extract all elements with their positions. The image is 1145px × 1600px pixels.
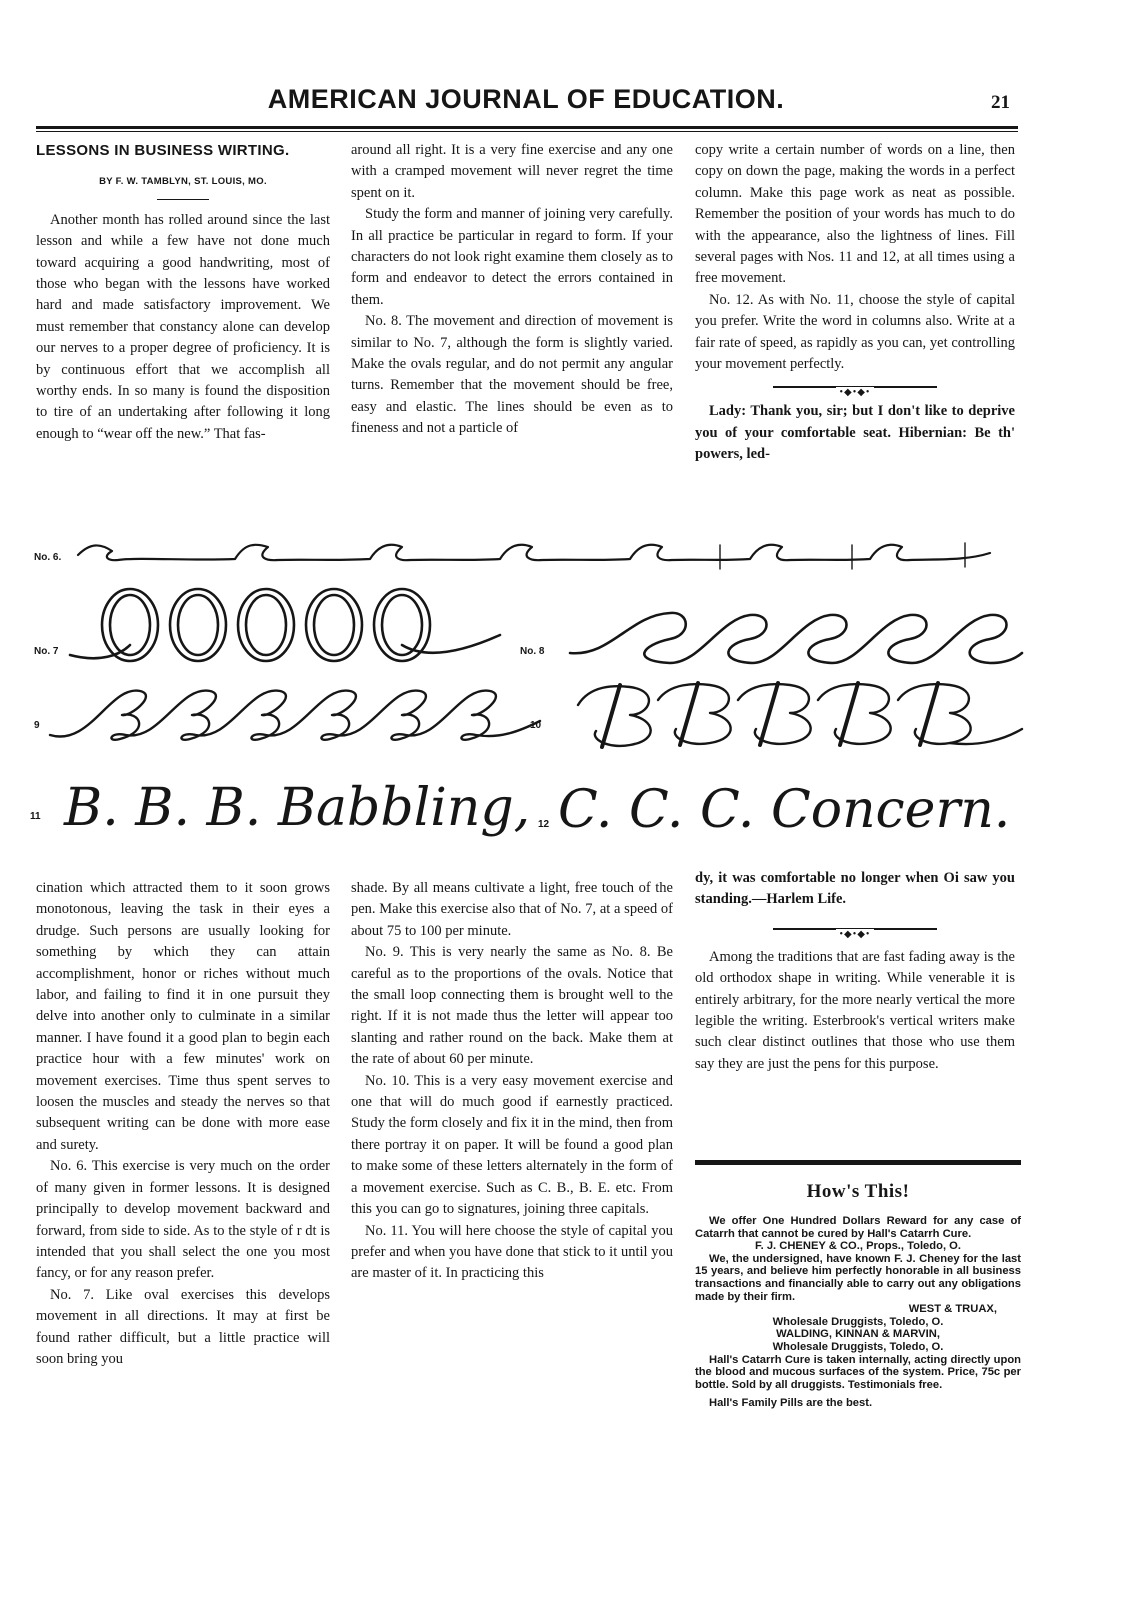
plate-label-11: 11 [30, 811, 41, 822]
paragraph: No. 7. Like oval exercises this develops movement in all directions. It may at first be found rather difficult, but a little practice will soon bring you [36, 1286, 330, 1367]
plate-label-8: No. 8 [520, 646, 545, 657]
plate-label-7: No. 7 [34, 646, 59, 657]
paragraph: No. 11. You will here choose the style of capital you prefer and when you have done that stick to it until you are master of it. In practicing this [351, 1222, 673, 1282]
ad-paragraph: We offer One Hundred Dollars Reward for any case of Catarrh that cannot be cured by Hall's Catarrh Cure. [695, 1215, 1021, 1240]
penmanship-drawing [30, 535, 1030, 865]
ad-signer: Wholesale Druggists, Toledo, O. [772, 1315, 944, 1328]
article-heading: LESSONS IN BUSINESS WIRTING. [36, 142, 290, 159]
ornament-divider: •◆•◆• [695, 381, 1015, 393]
journal-title: AMERICAN JOURNAL OF EDUCATION. [267, 84, 785, 114]
penmanship-plates [30, 535, 1030, 865]
paragraph: Another month has rolled around since the last lesson and while a few have not done much toward acquiring a good handwriting, most of those who began with the lessons have worked hard and made satisfactory improvement. We must remember that constancy alone can develop our nerves to a proper degree of proficiency. It is by continuous effort that we accomplish all worthy ends. In so many is found the disposition to tire of an undertaking after following it long enough to “wear off the new.” That fas- [36, 211, 330, 442]
joke-paragraph: Lady: Thank you, sir; but I don't like to deprive you of your comfortable seat. Hibernian: Be th' powers, led- [695, 403, 1015, 463]
ad-body [695, 1215, 1021, 1410]
paragraph: copy write a certain number of words on a line, then copy on down the page, making the words in a perfect column. Make this page work as neat as possible. Remember the position of your words has much to do with the appearance, also the lightness of lines. Fill several pages with Nos. 11 and 12, at all times using a free movement. [695, 142, 1015, 287]
esterbrook-paragraph: Among the traditions that are fast fading away is the old orthodox shape in writing. While venerable it is entirely arbitrary, for the more nearly vertical the more legible the writing. Esterbrook's vertical writers make such clear distinct outlines that those who use them say they are just the pens for this purpose. [695, 948, 1015, 1072]
plate-label-9: 9 [34, 720, 40, 731]
paragraph: No. 6. This exercise is very much on the order of many given in former lessons. It is designed principally to develop movement backward and forward, from side to side. As to the style of r dt is intended that you shall select the one you most fancy, or for any reason prefer. [36, 1158, 330, 1282]
bottom-column-1 [36, 878, 330, 1370]
ad-rule [695, 1160, 1021, 1165]
exercise-7-ovals [70, 589, 500, 661]
exercise-8-ovals [570, 613, 1022, 663]
paragraph: around all right. It is a very fine exercise and any one with a cramped movement will never regret the time spent on it. [351, 142, 673, 201]
ad-paragraph: Hall's Catarrh Cure is taken internally, acting directly upon the blood and mucous surfaces of the system. Price, 75c per bottle. Sold by all druggists. Testimonials free. [695, 1353, 1021, 1391]
ad-title: How's This! [806, 1181, 910, 1202]
masthead [36, 84, 1016, 124]
header-rule-thick [36, 126, 1018, 129]
exercise-9-ovals [50, 691, 540, 740]
catarrh-advertisement [695, 1160, 1021, 1410]
ornament-divider: •◆•◆• [695, 923, 1015, 935]
ad-signer: WEST & TRUAX, [908, 1303, 997, 1316]
top-column-1 [36, 140, 330, 445]
paragraph: No. 9. This is very nearly the same as No. 8. Be careful as to the proportions of the ovals. Notice that the small loop connecting them is brought well to the right. If it is not made thus the letter will appear too slanting and rather round on the back. Make them at the rate of about 60 per minute. [351, 944, 673, 1068]
page-number: 21 [991, 92, 1010, 113]
article-byline: BY F. W. TAMBLYN, ST. LOUIS, MO. [99, 176, 267, 188]
top-column-2 [351, 140, 673, 440]
bottom-column-2 [351, 878, 673, 1285]
paragraph: No. 10. This is a very easy movement exercise and one that will do much good if earnestly practiced. Study the form closely and fix it in the mind, then from there portray it on paper. It will be found a good plan to make some of these letters alternately in the form of a movement exercise. Such as C. B., B. E. etc. From this you can go to signatures, joining three capitals. [351, 1072, 673, 1218]
plate-label-6: No. 6. [34, 552, 62, 563]
byline-rule [157, 199, 209, 200]
bottom-column-3 [695, 868, 1015, 1075]
paragraph: shade. By all means cultivate a light, free touch of the pen. Make this exercise also that of No. 7, at a speed of about 75 to 100 per minute. [351, 880, 673, 939]
paragraph: No. 8. The movement and direction of movement is similar to No. 7, although the form is slightly varied. Make the ovals regular, and do not permit any angular turns. Remember that the movement should be free, easy and elastic. The lines should be even as to fineness and not a particle of [351, 313, 673, 437]
ad-signer: WALDING, KINNAN & MARVIN, [776, 1328, 940, 1341]
paragraph: Study the form and manner of joining very carefully. In all practice be particular in regard to form. If your characters do not look right examine them closely as to form and endeavor to detect the errors contained in them. [351, 206, 673, 308]
exercise-11-script: B. B. B. Babbling, [64, 778, 531, 838]
exercise-6-strokes [78, 545, 990, 560]
joke-paragraph: dy, it was comfortable no longer when Oi saw you standing.—Harlem Life. [695, 870, 1015, 908]
plate-label-12: 12 [538, 819, 550, 830]
ad-signer: F. J. CHENEY & CO., Props., Toledo, O. [755, 1240, 961, 1253]
top-column-3 [695, 140, 1015, 466]
ad-paragraph: Hall's Family Pills are the best. [709, 1397, 873, 1410]
exercise-10-ovals [578, 683, 1022, 747]
paragraph: cination which attracted them to it soon grows monotonous, leaving the task in their eyes a drudge. Such persons are usually looking for something by which they can attain accomplishment, honor or riches without much labor, and failing to find it in one pursuit they delve into another only to culminate in a similar manner. I have found it a good plan to begin each practice hour with a few minutes' work on movement exercises. Time thus spent serves to loosen the muscles and steady the nerves so that subsequent writing can be done with more ease and surety. [36, 880, 330, 1153]
ad-paragraph: We, the undersigned, have known F. J. Cheney for the last 15 years, and believe him perfectly honorable in all business transactions and financially able to carry out any obligations made by their firm. [695, 1252, 1021, 1303]
exercise-12-script: C. C. C. Concern. [558, 780, 1011, 840]
header-rule-thin [36, 131, 1018, 132]
plate-label-10: 10 [530, 720, 542, 731]
ad-signer: Wholesale Druggists, Toledo, O. [772, 1340, 944, 1353]
paragraph: No. 12. As with No. 11, choose the style of capital you prefer. Write the word in columns also. Write at a fair rate of speed, as rapidly as you can, yet controlling your movement perfectly. [695, 291, 1015, 373]
